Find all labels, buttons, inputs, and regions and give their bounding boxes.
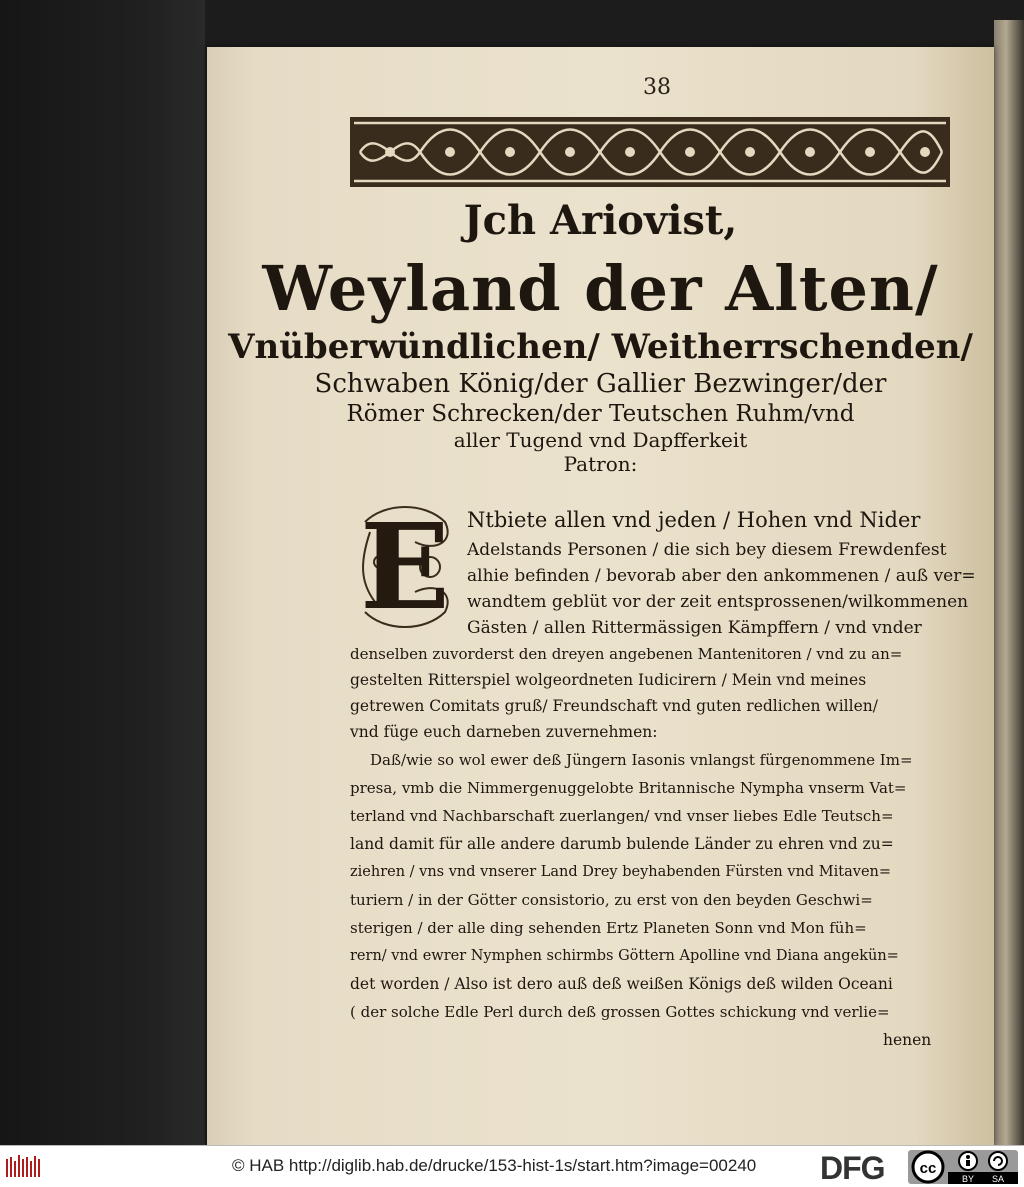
heading-line-6: aller Tugend vnd Dapfferkeit	[453, 428, 748, 452]
decorated-initial	[355, 497, 455, 636]
body-line: det worden / Also ist dero auß deß weißen Königs deß wilden Oceani	[350, 975, 893, 993]
body-line: vnd füge euch darneben zuvernehmen:	[350, 723, 658, 741]
body-line: Ntbiete allen vnd jeden / Hohen vnd Nider	[467, 508, 921, 532]
library-logo-icon	[6, 1155, 42, 1179]
cc-license-icon[interactable]	[908, 1150, 1018, 1184]
page-number: 38	[643, 75, 671, 100]
body-line: Adelstands Personen / die sich bey diesem Frewdenfest	[467, 540, 947, 560]
body-line: rern/ vnd ewrer Nymphen schirmbs Göttern Apolline vnd Diana angekün=	[350, 948, 899, 964]
body-line: presa, vmb die Nimmergenuggelobte Britannische Nympha vnserm Vat=	[350, 779, 907, 797]
license-by-label: BY	[961, 1174, 975, 1184]
body-line: Daß/wie so wol ewer deß Jüngern Iasonis vnlangst fürgenommene Im=	[370, 751, 913, 769]
body-line: alhie befinden / bevorab aber den ankommenen / auß ver=	[467, 566, 976, 586]
body-line: sterigen / der alle ding sehenden Ertz Planeten Sonn vnd Mon füh=	[350, 919, 867, 937]
footer-bar	[0, 1145, 1024, 1187]
body-line: Gästen / allen Rittermässigen Kämpffern / vnd vnder	[467, 618, 922, 638]
body-line: gestelten Ritterspiel wolgeordneten Iudicirern / Mein vnd meines	[350, 671, 867, 689]
body-line: turiern / in der Götter consistorio, zu erst von den beyden Geschwi=	[350, 891, 873, 909]
source-citation[interactable]: © HAB http://diglib.hab.de/drucke/153-hist-1s/start.htm?image=00240	[232, 1156, 757, 1175]
svg-text:cc: cc	[919, 1160, 937, 1177]
dark-margin	[0, 0, 205, 1145]
body-line: land damit für alle andere darumb bulende Länder zu ehren vnd zu=	[350, 835, 894, 853]
license-sa-label: SA	[991, 1174, 1005, 1184]
body-line: getrewen Comitats gruß/ Freundschaft vnd guten redlichen willen/	[350, 697, 878, 715]
heading-line-4: Schwaben König/der Gallier Bezwinger/der	[314, 369, 887, 399]
book-page	[207, 47, 994, 1145]
heading-line-2: Weyland der Alten/	[262, 252, 939, 325]
initial-letter: E	[360, 497, 450, 636]
ornament-band	[350, 117, 950, 187]
heading-line-7: Patron:	[563, 452, 638, 476]
body-line: denselben zuvorderst den dreyen angebenen Mantenitoren / vnd zu an=	[350, 645, 903, 663]
heading-line-3: Vnüberwündlichen/ Weitherrschenden/	[228, 327, 973, 367]
body-line: ( der solche Edle Perl durch deß grossen Gottes schickung vnd verlie=	[350, 1003, 890, 1021]
body-line: wandtem geblüt vor der zeit entsprossenen/wilkommenen	[467, 592, 969, 612]
body-line-catchword: henen	[883, 1031, 932, 1049]
dfg-logo: DFG	[820, 1150, 885, 1186]
body-line: terland vnd Nachbarschaft zuerlangen/ vnd vnser liebes Edle Teutsch=	[350, 807, 894, 825]
heading-line-1: Jch Ariovist,	[463, 197, 738, 244]
body-line: ziehren / vns vnd vnserer Land Drey beyhabenden Fürsten vnd Mitaven=	[350, 864, 892, 880]
book-edge	[994, 20, 1024, 1145]
heading-line-5: Römer Schrecken/der Teutschen Ruhm/vnd	[346, 401, 855, 427]
